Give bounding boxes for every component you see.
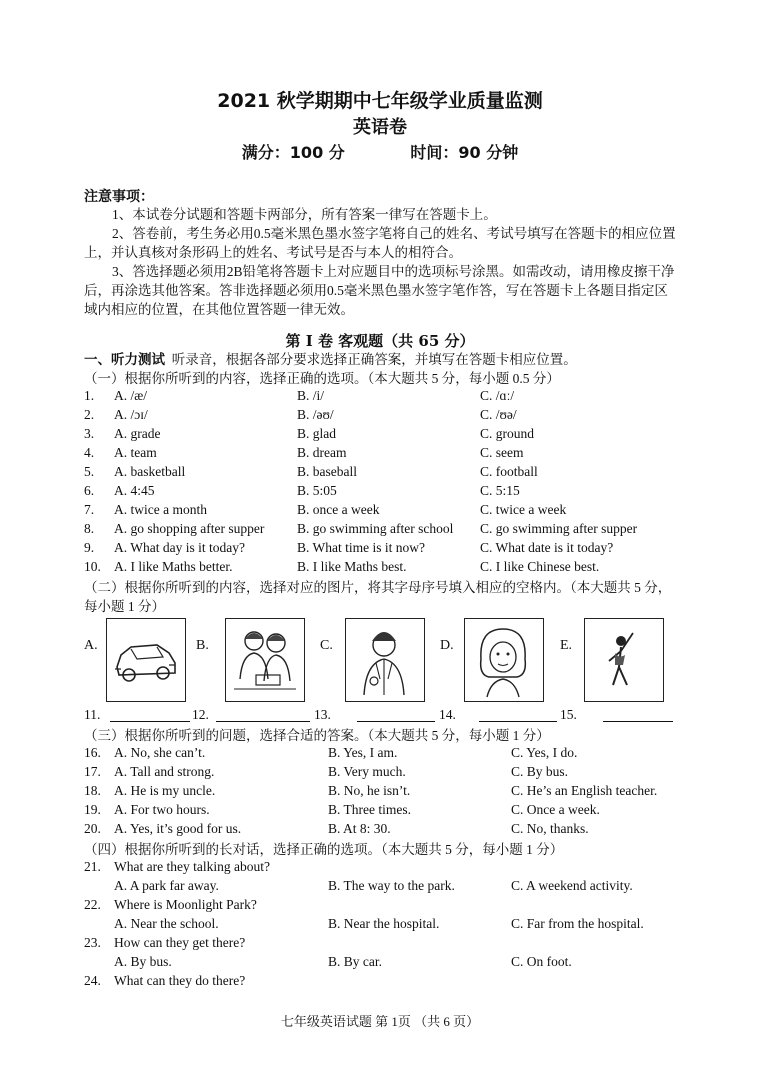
dancer-icon [585,619,662,700]
doctor-picture [345,618,425,702]
picture-letter: A. [84,638,98,653]
exam-subtitle: 英语卷 [353,117,407,138]
girl-picture [464,618,544,702]
dancer-picture [584,618,664,702]
subsection-2: （二）根据你所听到的内容，选择对应的图片，将其字母序号填入相应的空格内。（本大题共 5 分，每小题 1 分） [84,580,672,614]
picture-letter: E. [560,638,573,653]
full-score: 满分：100 分 [241,143,345,162]
section-heading [84,350,684,370]
two-people-picture [225,618,305,702]
exam-time: 时间：90 分钟 [410,143,519,162]
subsection-3: （三）根据你所听到的问题，选择合适的答案。（本大题共 5 分，每小题 1 分） [84,728,550,743]
exam-title: 2021 秋学期期中七年级学业质量监测 [217,90,543,112]
page-footer: 七年级英语试题 第 1页 （共 6 页） [280,1014,480,1029]
section-label: 一、听力测试 [84,352,165,368]
notice-item-3: 3、答选择题必须用2B铅笔将答题卡上对应题目中的选项标号涂黑。如需改动，请用橡皮擦干净后，再涂选其他答案。答非选择题必须用0.5毫米黑色墨水签字笔作答，写在答题卡上各题目指定区域内相应的位置，在其他位置答题一律无效。 [84,264,675,317]
answer-blanks: 11. 12. 13. 14. 15. [84,707,684,726]
people-icon [226,619,303,700]
notice-heading: 注意事项： [84,189,154,205]
section-text: 听录音，根据各部分要求选择正确答案，并填写在答题卡相应位置。 [171,352,577,367]
picture-options [84,618,684,704]
notice-item-2: 2、答卷前，考生务必用0.5毫米黑色墨水签字笔将自己的姓名、考试号填写在答题卡的相应位置上，并认真核对条形码上的姓名、考试号是否与本人的相符合。 [84,226,676,260]
picture-letter: B. [196,638,209,653]
subsection-1: （一）根据你所听到的内容，选择正确的选项。（本大题共 5 分，每小题 0.5 分） [84,371,560,386]
part-title: 第 I 卷 客观题（共 65 分） [285,332,475,350]
notice-item-1: 1、本试卷分试题和答题卡两部分，所有答案一律写在答题卡上。 [112,207,497,222]
exam-page: 2021 秋学期期中七年级学业质量监测 英语卷 满分：100 分 时间：90 分钟 注意事项： 1、本试卷分试题和答题卡两部分，所有答案一律写在答题卡上。 2、答卷前，考生务必用0.5毫米黑色墨水签字笔将自己的姓名、考试号填写在答题卡的相应位置上，并认真核对条形码上的姓名、考试号是否与本人的相符合。 3、答选择题必须用2B铅笔将答题卡上对应题目中的选项标号涂黑。如需改动，请用橡皮擦干净后，再涂选其他答案。答非选择题必须用0.5毫米黑色墨水签字笔作答，写在答题卡上各题目指定区域内相应的位置，在其他位置答题一律无效。 第 I 卷 客观题（共 65 分） 一、听力测试 听录音，根据各部分要求选择正确答案，并填写在答题卡相应位置。 （一）根据你所听到的内容，选择正确的选项。（本大题共 5 分，每小题 0.5 分） 1. A. /æ/ B. /i/ C. /ɑː/ 2. A. /ɔɪ/ B. /əʊ/ C. /ʊə/ 3. A. grade B. glad C. ground 4. A. team B. dream C. seem 5. A. basketball B. baseball C. football 6. A. 4:45 B. 5:05 C. 5:15 7. A. twice a month B. once a week C. twice a week 8. A. go shopping after supper B. go swimming after school C. go swimming after supper 9. A. What day is it today? B. What time is it now? C. What date is it today? 10. A. I like Maths better. B. I like Maths best. C. I like Chinese best. （二）根据你所听到的内容，选择对应的图片，将其字母序号填入相应的空格内。（本大题共 5 分，每小题 1 分） A. B. C. D. E. 11. 12. 13. 14. 15. （三）根据你所听到的问题，选择合适的答案。（本大题共 5 分，每小题 1 分） 16. A. No, she can’t. B. Yes, I am. C. Yes, I do. 17. A. Tall and strong. B. Very much. C. By bus. 18. A. He is my uncle. B. No, he isn’t. C. He’s an English teacher. 19. A. For two hours. B. Three times. C. Once a week. 20. A. Yes, it’s good for us. B. At 8: 30. C. No, thanks. （四）根据你所听到的长对话，选择正确的选项。（本大题共 5 分，每小题 1 分） 21. What are they talking about? A. A park far away. B. The way to the park. C. A weekend activity. 22. Where is Moonlight Park? A. Near the school. B. Near the hospital. C. Far from the hospital. 23. How can they get there? A. By bus. B. By car. C. On foot. 24. What can they do there? 七年级英语试题 第 1页 （共 6 页） [0,0,760,1074]
score-time-line [0,140,760,163]
subsection-4: （四）根据你所听到的长对话，选择正确的选项。（本大题共 5 分，每小题 1 分） [84,842,564,857]
car-icon [107,619,184,700]
doctor-icon [346,619,423,700]
picture-letter: D. [440,638,454,653]
girl-icon [465,619,542,700]
car-picture [106,618,186,702]
picture-letter: C. [320,638,333,653]
